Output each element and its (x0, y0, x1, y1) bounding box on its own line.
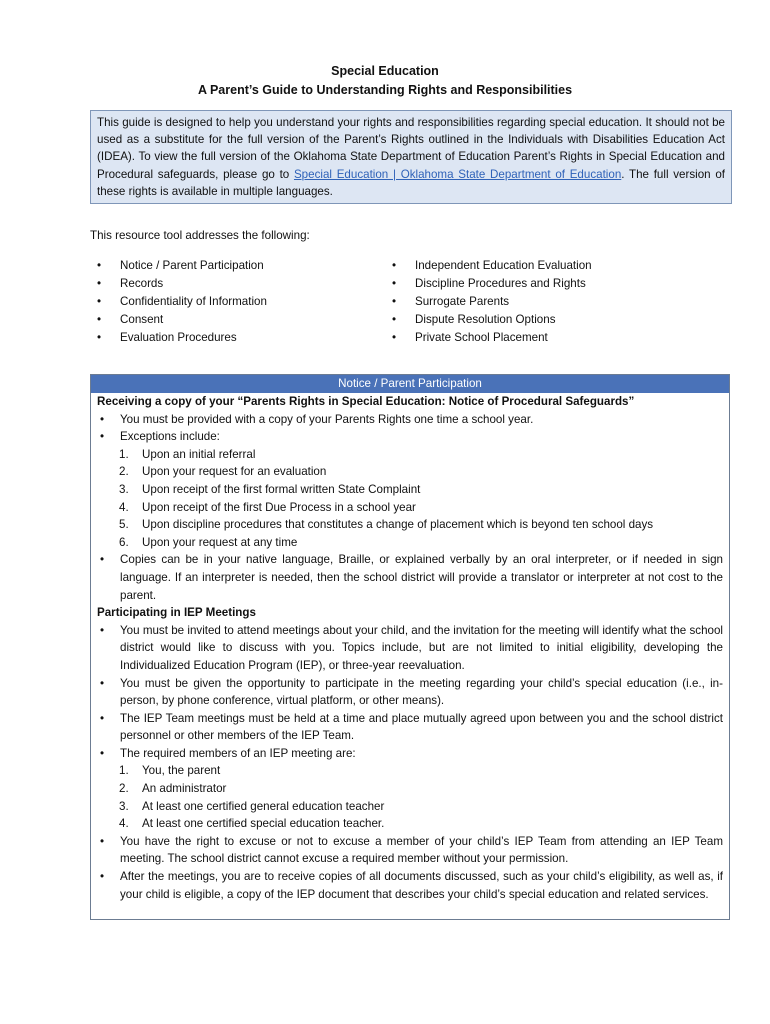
numbered-item (97, 762, 723, 780)
item-text: You, the parent (142, 764, 221, 778)
bullet-item (97, 428, 723, 446)
item-text: At least one certified special education teacher. (142, 817, 385, 831)
notice-section-table (90, 374, 730, 920)
section-header: Notice / Parent Participation (91, 375, 729, 393)
page-subtitle: A Parent’s Guide to Understanding Rights and Responsibilities (197, 83, 573, 97)
section-body (91, 393, 729, 903)
intro-box (90, 110, 732, 204)
addresses-intro: This resource tool addresses the following: (90, 229, 310, 242)
iep-list-continued (97, 833, 723, 903)
topic-item: • Private School Placement (386, 329, 592, 347)
intro-text: This guide is designed to help you understand your rights and responsibilities regarding special education. It should not be used as a substitute for the full version of the Parent’s Rights outlined in the Individuals with Disabilities Education Act (IDEA). To view the full version of the Oklahoma State Department of Education Parent’s Rights in Special Education and Procedural safeguards, please go to (97, 116, 725, 181)
item-number: 1. (119, 764, 129, 778)
bullet-item: • You have the right to excuse or not to excuse a member of your child’s IEP Team from attending an IEP Team meeting. The school district cannot excuse a required member without your permission. (97, 833, 723, 868)
topic-item: • Surrogate Parents (386, 293, 592, 311)
numbered-item (97, 499, 723, 517)
copies-list (97, 551, 723, 604)
item-number: 3. (119, 799, 129, 813)
numbered-item (97, 516, 723, 534)
numbered-item (97, 798, 723, 816)
item-text: Upon receipt of the first Due Process in a school year (142, 500, 416, 514)
item-text: Upon your request for an evaluation (142, 465, 327, 479)
item-number: 2. (119, 782, 129, 796)
exceptions-list (97, 446, 723, 552)
topic-item: • Discipline Procedures and Rights (386, 275, 592, 293)
subheading-receiving-copy: Receiving a copy of your “Parents Rights in Special Education: Notice of Procedural Safeguards” (97, 395, 635, 408)
item-number: 6. (119, 535, 129, 549)
item-text: Upon receipt of the first formal written State Complaint (142, 482, 421, 496)
numbered-item (97, 481, 723, 499)
topic-item: • Notice / Parent Participation (91, 257, 267, 275)
intro-text-end: . The full version of these rights is available in multiple languages. (97, 167, 725, 198)
topic-item: • Confidentiality of Information (91, 293, 267, 311)
numbered-item (97, 463, 723, 481)
numbered-item (97, 780, 723, 798)
bullet-item: • You must be given the opportunity to participate in the meeting regarding your child’s special education (i.e., in-person, by phone conference, virtual platform, or other means). (97, 675, 723, 710)
bullet-item: • You must be provided with a copy of your Parents Rights one time a school year. (97, 411, 723, 429)
topic-item: • Dispute Resolution Options (386, 311, 592, 329)
bullet-item: • The IEP Team meetings must be held at a time and place mutually agreed upon between you and the school district personnel or other members of the IEP Team. (97, 710, 723, 745)
item-text: An administrator (142, 782, 227, 796)
numbered-item (97, 815, 723, 833)
numbered-item (97, 446, 723, 464)
item-number: 4. (119, 817, 129, 831)
numbered-item (97, 534, 723, 552)
bullet-item: • After the meetings, you are to receive copies of all documents discussed, such as your child’s eligibility, as well as, if your child is eligible, a copy of the IEP document that describes your child’s special education and related services. (97, 868, 723, 903)
members-label: The required members of an IEP meeting are: (120, 746, 356, 760)
item-number: 2. (119, 465, 129, 479)
topic-item: • Consent (91, 311, 267, 329)
item-number: 4. (119, 500, 129, 514)
page-title: Special Education (331, 64, 439, 78)
members-list (97, 762, 723, 832)
topics-list-left (91, 257, 267, 347)
item-number: 5. (119, 518, 129, 532)
iep-list (97, 622, 723, 763)
topic-item: • Records (91, 275, 267, 293)
exceptions-label: Exceptions include: (120, 430, 220, 444)
item-text: Upon discipline procedures that constitutes a change of placement which is beyond ten school days (142, 518, 654, 532)
item-number: 1. (119, 447, 129, 461)
bullet-item: • Copies can be in your native language, Braille, or explained verbally by an oral interpreter, or if needed in sign language. If an interpreter is needed, then the school district will provide a translator or interpreter at not cost to the parent. (97, 551, 723, 604)
topic-item: • Evaluation Procedures (91, 329, 267, 347)
topics-list-right (386, 257, 592, 347)
item-text: Upon an initial referral (142, 447, 256, 461)
item-text: Upon your request at any time (142, 535, 298, 549)
bullet-item (97, 745, 723, 763)
item-text: At least one certified general education teacher (142, 799, 385, 813)
subheading-iep-meetings: Participating in IEP Meetings (97, 606, 256, 620)
oklahoma-sde-link[interactable]: Special Education | Oklahoma State Department of Education (293, 167, 622, 181)
item-number: 3. (119, 482, 129, 496)
bullet-item: • You must be invited to attend meetings about your child, and the invitation for the meeting will identify what the school district would like to discuss with you. Topics include, but are not limited to initial eligibility, developing the Individualized Education Program (IEP), or three-year reevaluation. (97, 622, 723, 675)
topic-item: • Independent Education Evaluation (386, 257, 592, 275)
receiving-copy-list (97, 411, 723, 446)
